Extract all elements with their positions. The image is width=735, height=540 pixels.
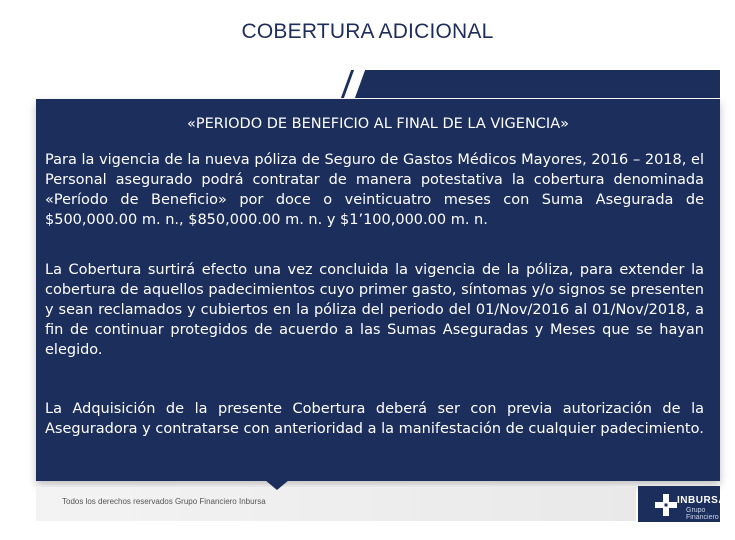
content-panel xyxy=(36,99,720,481)
paragraph-coverage-effect: La Cobertura surtirá efecto una vez concluida la vigencia de la póliza, para extender la cobertura de aquellos padecimientos cuyo primer gasto, síntomas y/o signos se presenten y sean reclamados y cubiertos en la póliza del periodo del 01/Nov/2016 al 01/Nov/2018, a fin de continuar protegidos de acuerdo a las Sumas Aseguradas y Meses que se hayan elegido. xyxy=(45,262,704,358)
panel-heading: «PERIODO DE BENEFICIO AL FINAL DE LA VIGENCIA» xyxy=(186,116,569,132)
inbursa-logo-icon xyxy=(655,494,677,516)
paragraph-eligibility: Para la vigencia de la nueva póliza de Seguro de Gastos Médicos Mayores, 2016 – 2018, el Personal asegurado podrá contratar de manera potestativa la cobertura denominada «Período de Beneficio» por doce o veinticuatro meses con Suma Asegurada de $500,000.00 m. n., $850,000.00 m. n. y $1’100,000.00 m. n. xyxy=(45,152,704,228)
paragraph-acquisition: La Adquisición de la presente Cobertura deberá ser con previa autorización de la Aseguradora y contratarse con anterioridad a la manifestación de cualquier padecimiento. xyxy=(45,401,704,437)
logo-name: INBURSA xyxy=(677,495,727,506)
footer-copyright: Todos los derechos reservados Grupo Financiero Inbursa xyxy=(62,497,266,506)
header-accent-band xyxy=(352,70,720,98)
footer-notch-icon xyxy=(265,480,289,490)
slide-title: COBERTURA ADICIONAL xyxy=(241,20,494,43)
logo-subtitle: Grupo Financiero xyxy=(686,507,719,521)
